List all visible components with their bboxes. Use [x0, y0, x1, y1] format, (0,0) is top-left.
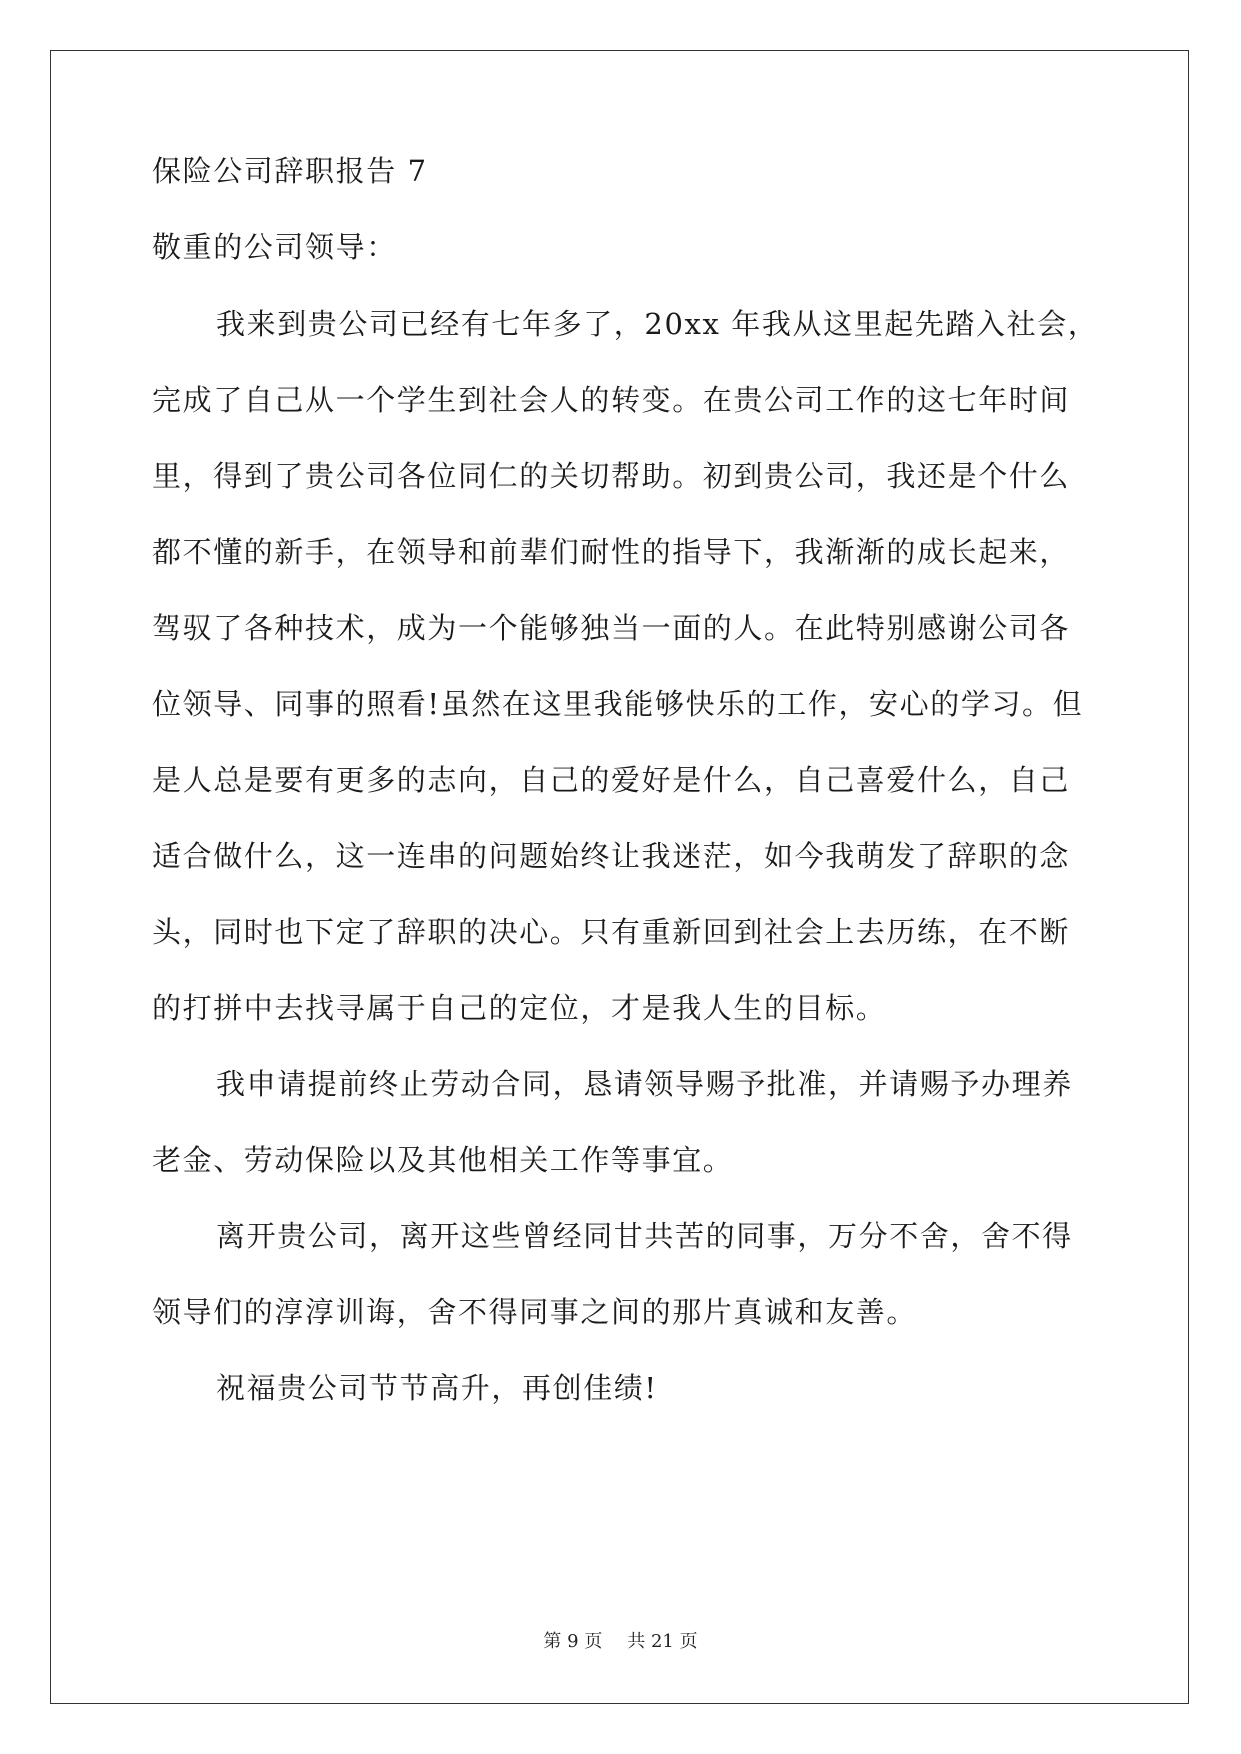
- paragraph-line: 老金、劳动保险以及其他相关工作等事宜。: [152, 1143, 734, 1177]
- paragraph-line: 是人总是要有更多的志向，自己的爱好是什么，自己喜爱什么，自己: [152, 763, 1071, 797]
- paragraph-line: 位领导、同事的照看!虽然在这里我能够快乐的工作，安心的学习。但: [152, 687, 1084, 721]
- page-footer: [0, 1630, 1241, 1654]
- document-title: 保险公司辞职报告 7: [152, 154, 428, 188]
- page-number: 第 9 页: [543, 1631, 603, 1652]
- paragraph-line: 的打拼中去找寻属于自己的定位，才是我人生的目标。: [152, 991, 887, 1025]
- paragraph-line: 我来到贵公司已经有七年多了，20xx 年我从这里起先踏入社会，: [216, 307, 1099, 341]
- paragraph-line: 驾驭了各种技术，成为一个能够独当一面的人。在此特别感谢公司各: [152, 611, 1071, 645]
- paragraph-line: 头，同时也下定了辞职的决心。只有重新回到社会上去历练，在不断: [152, 915, 1071, 949]
- paragraph-line: 我申请提前终止劳动合同，恳请领导赐予批准，并请赐予办理养: [216, 1067, 1073, 1101]
- salutation: 敬重的公司领导：: [152, 230, 397, 264]
- paragraph-line: 祝福贵公司节节高升，再创佳绩!: [216, 1371, 658, 1405]
- paragraph-line: 里，得到了贵公司各位同仁的关切帮助。初到贵公司，我还是个什么: [152, 459, 1071, 493]
- paragraph-line: 适合做什么，这一连串的问题始终让我迷茫，如今我萌发了辞职的念: [152, 839, 1071, 873]
- paragraph-line: 完成了自己从一个学生到社会人的转变。在贵公司工作的这七年时间: [152, 383, 1071, 417]
- page-border: [50, 50, 1189, 1704]
- total-pages: 共 21 页: [627, 1631, 698, 1652]
- paragraph-line: 离开贵公司，离开这些曾经同甘共苦的同事，万分不舍，舍不得: [216, 1219, 1073, 1253]
- paragraph-line: 领导们的淳淳训诲，舍不得同事之间的那片真诚和友善。: [152, 1295, 918, 1329]
- paragraph-line: 都不懂的新手，在领导和前辈们耐性的指导下，我渐渐的成长起来，: [152, 535, 1071, 569]
